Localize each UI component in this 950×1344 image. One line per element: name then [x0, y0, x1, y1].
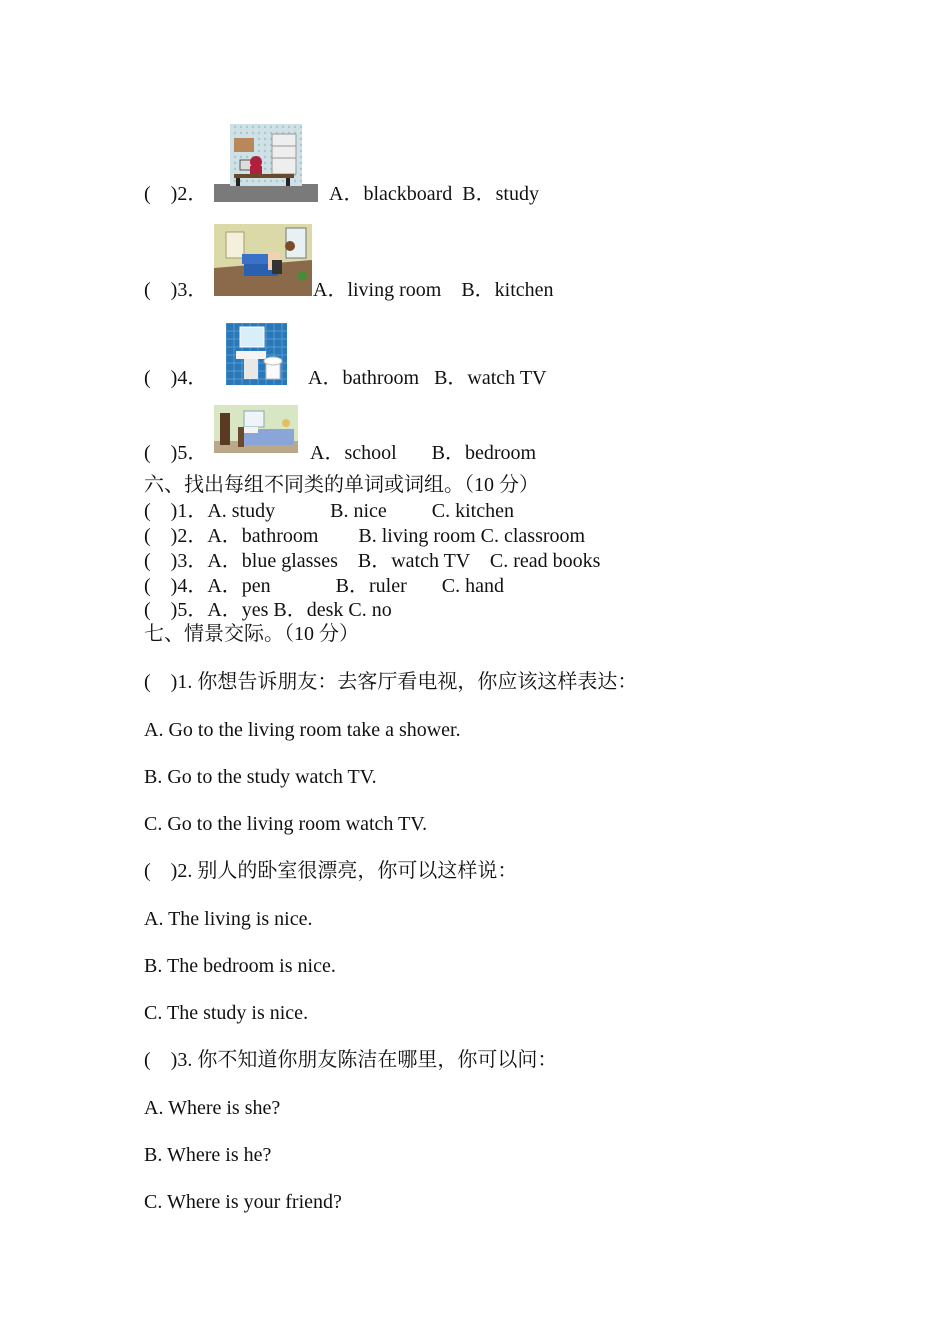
study-room-image [214, 124, 318, 202]
option-a: A. The living is nice. [144, 908, 313, 930]
question-options: A．school B．bedroom [310, 442, 537, 464]
question-options: A．living room B．kitchen [313, 279, 554, 301]
question-text: ( )3. 你不知道你朋友陈洁在哪里，你可以问： [144, 1049, 558, 1071]
list-item: ( )5．A．yes B．desk C. no [144, 599, 392, 621]
option-b: B. Go to the study watch TV. [144, 766, 377, 788]
section-heading: 六、找出每组不同类的单词或词组。（10 分） [144, 474, 539, 496]
list-item: ( )4．A．pen B．ruler C. hand [144, 575, 504, 597]
list-item: ( )3．A．blue glasses B．watch TV C. read books [144, 550, 601, 572]
bedroom-image [214, 405, 298, 453]
option-b: B. The bedroom is nice. [144, 955, 336, 977]
option-b: B. Where is he? [144, 1144, 272, 1166]
question-number: ( )2． [144, 183, 208, 205]
question-options: A．bathroom B．watch TV [308, 367, 547, 389]
list-item: ( )2．A．bathroom B. living room C. classroom [144, 525, 586, 547]
question-text: ( )2. 别人的卧室很漂亮，你可以这样说： [144, 860, 518, 882]
option-a: A. Where is she? [144, 1097, 281, 1119]
option-c: C. Where is your friend? [144, 1191, 342, 1213]
question-number: ( )5． [144, 442, 208, 464]
bathroom-image [226, 323, 287, 385]
option-c: C. Go to the living room watch TV. [144, 813, 428, 835]
question-number: ( )4． [144, 367, 208, 389]
living-room-image [214, 224, 312, 296]
question-text: ( )1. 你想告诉朋友：去客厅看电视，你应该这样表达： [144, 671, 638, 693]
option-c: C. The study is nice. [144, 1002, 309, 1024]
list-item: ( )1．A. study B. nice C. kitchen [144, 500, 514, 522]
question-options: A．blackboard B．study [329, 183, 539, 205]
question-number: ( )3． [144, 279, 208, 301]
option-a: A. Go to the living room take a shower. [144, 719, 461, 741]
section-heading: 七、情景交际。（10 分） [144, 623, 359, 645]
